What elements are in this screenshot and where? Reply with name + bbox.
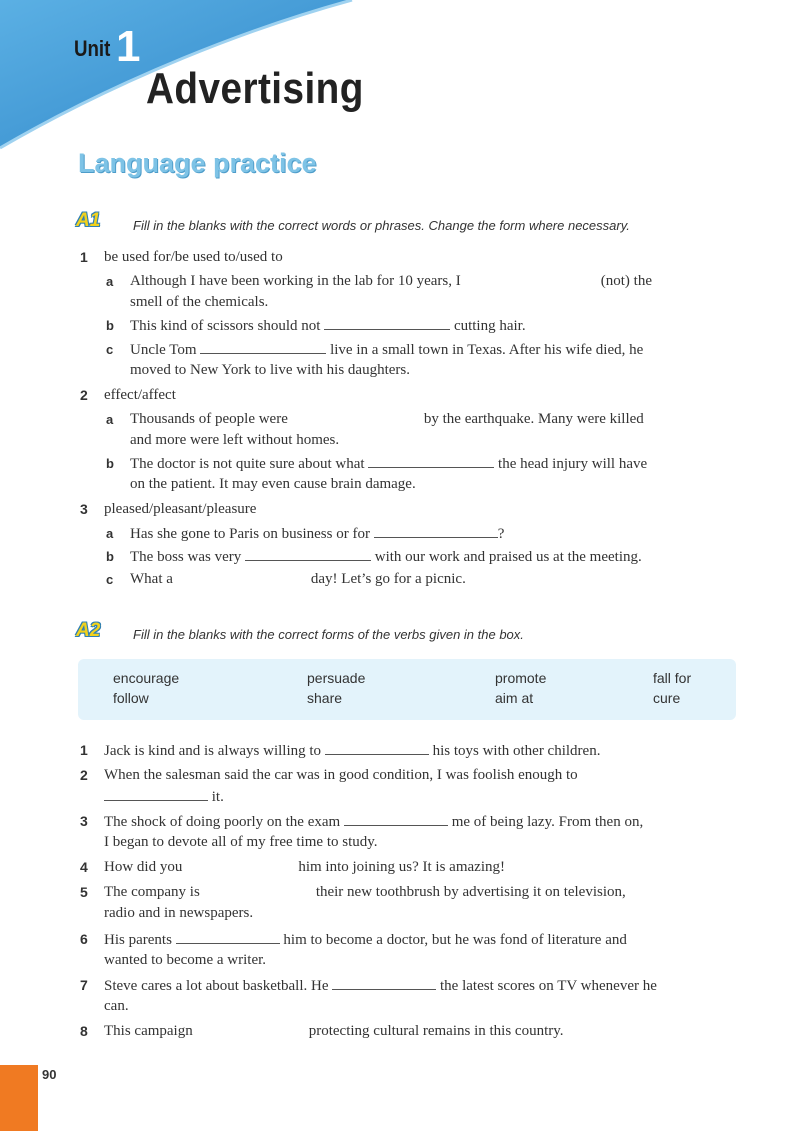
sentence-text: The company is their new toothbrush by advertising it on television, [104,884,626,900]
a2-instruction: Fill in the blanks with the correct forms of the verbs given in the box. [133,627,524,642]
a2-item-number: 4 [80,859,88,875]
sentence-text: This kind of scissors should not cutting hair. [130,315,526,337]
answer-blank[interactable] [104,786,208,801]
a1-group-number: 2 [80,387,88,403]
a1-group-number: 3 [80,501,88,517]
sentence-text: Although I have been working in the lab for 10 years, I (not) the [130,273,652,289]
unit-number: 1 [116,22,141,71]
page-number: 90 [42,1067,57,1082]
item-letter: c [106,342,114,357]
sentence-text: Has she gone to Paris on business or for ? [130,523,504,545]
a1-group-number: 1 [80,249,88,265]
a2-item-number: 1 [80,742,88,758]
answer-blank[interactable] [332,975,436,990]
answer-blank[interactable] [200,339,326,354]
sentence-text: Thousands of people were by the earthquake. Many were killed [130,411,644,427]
a1-group-heading: pleased/pleasant/pleasure [104,501,257,517]
word-box-item: cure [653,690,681,706]
exercise-tag-a1: A1 [76,210,101,231]
a2-item-number: 6 [80,931,88,947]
a1-group-heading: effect/affect [104,387,176,403]
sentence-text: I began to devote all of my free time to study. [104,834,378,850]
item-letter: b [106,549,114,564]
sentence-text: on the patient. It may even cause brain damage. [130,476,416,492]
a2-item-number: 8 [80,1023,88,1039]
word-box-item: aim at [495,690,534,706]
sentence-text: The doctor is not quite sure about what the head injury will have [130,453,647,475]
sentence-text: His parents him to become a doctor, but he was fond of literature and [104,929,627,951]
sentence-text: smell of the chemicals. [130,294,269,310]
sentence-text: wanted to become a writer. [104,952,267,968]
sentence-text: it. [104,786,224,808]
page-title: Advertising [146,64,364,113]
sentence-text: can. [104,998,129,1014]
word-box-item: follow [113,690,149,706]
item-letter: b [106,456,114,471]
sentence-text: moved to New York to live with his daughters. [130,362,410,378]
page-tab [0,1065,38,1131]
sentence-text: Uncle Tom live in a small town in Texas. After his wife died, he [130,339,643,361]
answer-blank[interactable] [245,546,371,561]
word-box-item: promote [495,670,547,686]
item-letter: a [106,412,114,427]
a2-item-number: 5 [80,884,88,900]
sentence-text: What a day! Let’s go for a picnic. [130,571,466,587]
word-box-item: encourage [113,670,180,686]
a2-item-number: 3 [80,813,88,829]
sentence-text: When the salesman said the car was in good condition, I was foolish enough to [104,767,578,783]
answer-blank[interactable] [324,315,450,330]
sentence-text: radio and in newspapers. [104,905,254,921]
item-letter: a [106,274,114,289]
a1-instruction: Fill in the blanks with the correct words or phrases. Change the form where necessary. [133,218,630,233]
item-letter: a [106,526,114,541]
item-letter: c [106,572,114,587]
sentence-text: How did you him into joining us? It is amazing! [104,859,505,875]
word-box-item: persuade [307,670,366,686]
answer-blank[interactable] [325,740,429,755]
word-box-item: share [307,690,343,706]
sentence-text: Steve cares a lot about basketball. He the latest scores on TV whenever he [104,975,657,997]
unit-label: Unit [74,36,111,61]
word-box [78,659,736,720]
item-letter: b [106,318,114,333]
word-box-item: fall for [653,670,692,686]
sentence-text: This campaign protecting cultural remains in this country. [104,1023,564,1039]
answer-blank[interactable] [344,811,448,826]
sentence-text: and more were left without homes. [130,432,340,448]
answer-blank[interactable] [374,523,498,538]
section-title: Language practice [78,148,317,178]
sentence-text: Jack is kind and is always willing to his toys with other children. [104,740,600,762]
a1-group-heading: be used for/be used to/used to [104,249,283,265]
exercise-tag-a2: A2 [76,620,101,641]
a2-item-number: 7 [80,977,88,993]
answer-blank[interactable] [368,453,494,468]
answer-blank[interactable] [176,929,280,944]
sentence-text: The shock of doing poorly on the exam me of being lazy. From then on, [104,811,643,833]
a2-item-number: 2 [80,767,88,783]
sentence-text: The boss was very with our work and praised us at the meeting. [130,546,642,568]
